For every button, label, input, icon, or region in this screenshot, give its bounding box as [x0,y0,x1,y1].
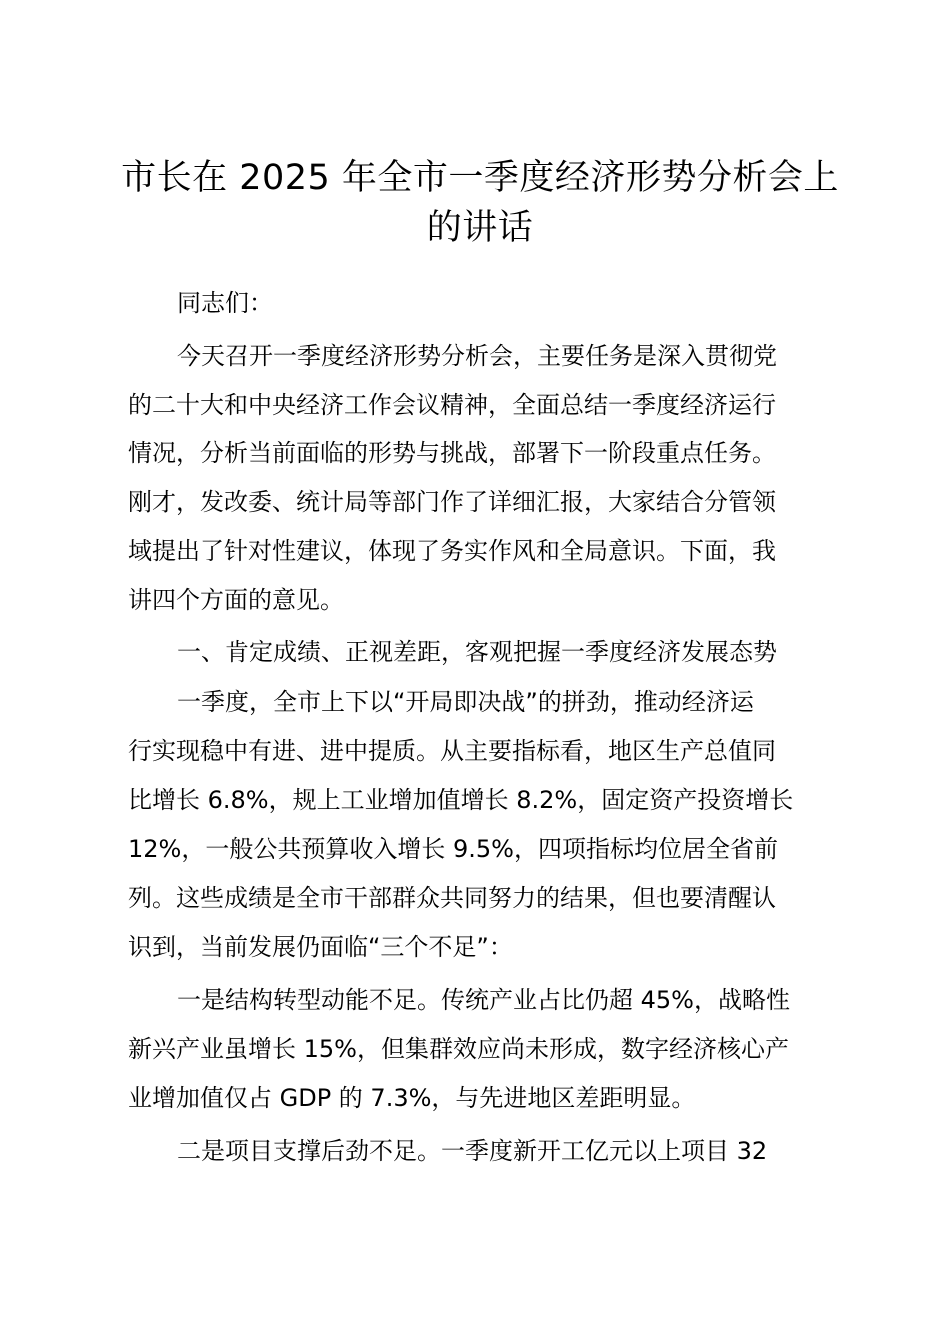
paragraph-line: 讲四个方面的意见。 [128,586,344,614]
paragraph-line: 刚才，发改委、统计局等部门作了详细汇报，大家结合分管领 [128,488,776,516]
title-line-1: 市长在 2025 年全市一季度经济形势分析会上 [121,158,839,198]
paragraph-line: 情况，分析当前面临的形势与挑战，部署下一阶段重点任务。 [128,439,776,467]
salutation: 同志们： [177,289,273,317]
document-title [120,153,840,253]
paragraph-line: 一季度，全市上下以“开局即决战”的拼劲，推动经济运 [177,688,754,716]
paragraph-line: 新兴产业虽增长 15%，但集群效应尚未形成，数字经济核心产 [128,1035,789,1063]
title-line-2: 的讲话 [426,208,534,248]
paragraph-line: 业增加值仅占 GDP 的 7.3%，与先进地区差距明显。 [128,1084,696,1112]
paragraph-line: 比增长 6.8%，规上工业增加值增长 8.2%，固定资产投资增长 [128,786,794,814]
paragraph-line: 12%，一般公共预算收入增长 9.5%，四项指标均位居全省前 [128,835,778,863]
section-heading: 一、肯定成绩、正视差距，客观把握一季度经济发展态势 [177,638,777,666]
paragraph-line: 一是结构转型动能不足。传统产业占比仍超 45%，战略性 [177,986,790,1014]
paragraph-line: 的二十大和中央经济工作会议精神，全面总结一季度经济运行 [128,391,776,419]
paragraph-line: 行实现稳中有进、进中提质。从主要指标看，地区生产总值同 [128,737,776,765]
paragraph-line: 今天召开一季度经济形势分析会，主要任务是深入贯彻党 [177,342,777,370]
paragraph-line: 识到，当前发展仍面临“三个不足”： [128,933,513,961]
paragraph-line: 域提出了针对性建议，体现了务实作风和全局意识。下面，我 [128,537,776,565]
paragraph-line: 二是项目支撑后劲不足。一季度新开工亿元以上项目 32 [177,1137,768,1165]
paragraph-line: 列。这些成绩是全市干部群众共同努力的结果，但也要清醒认 [128,884,776,912]
